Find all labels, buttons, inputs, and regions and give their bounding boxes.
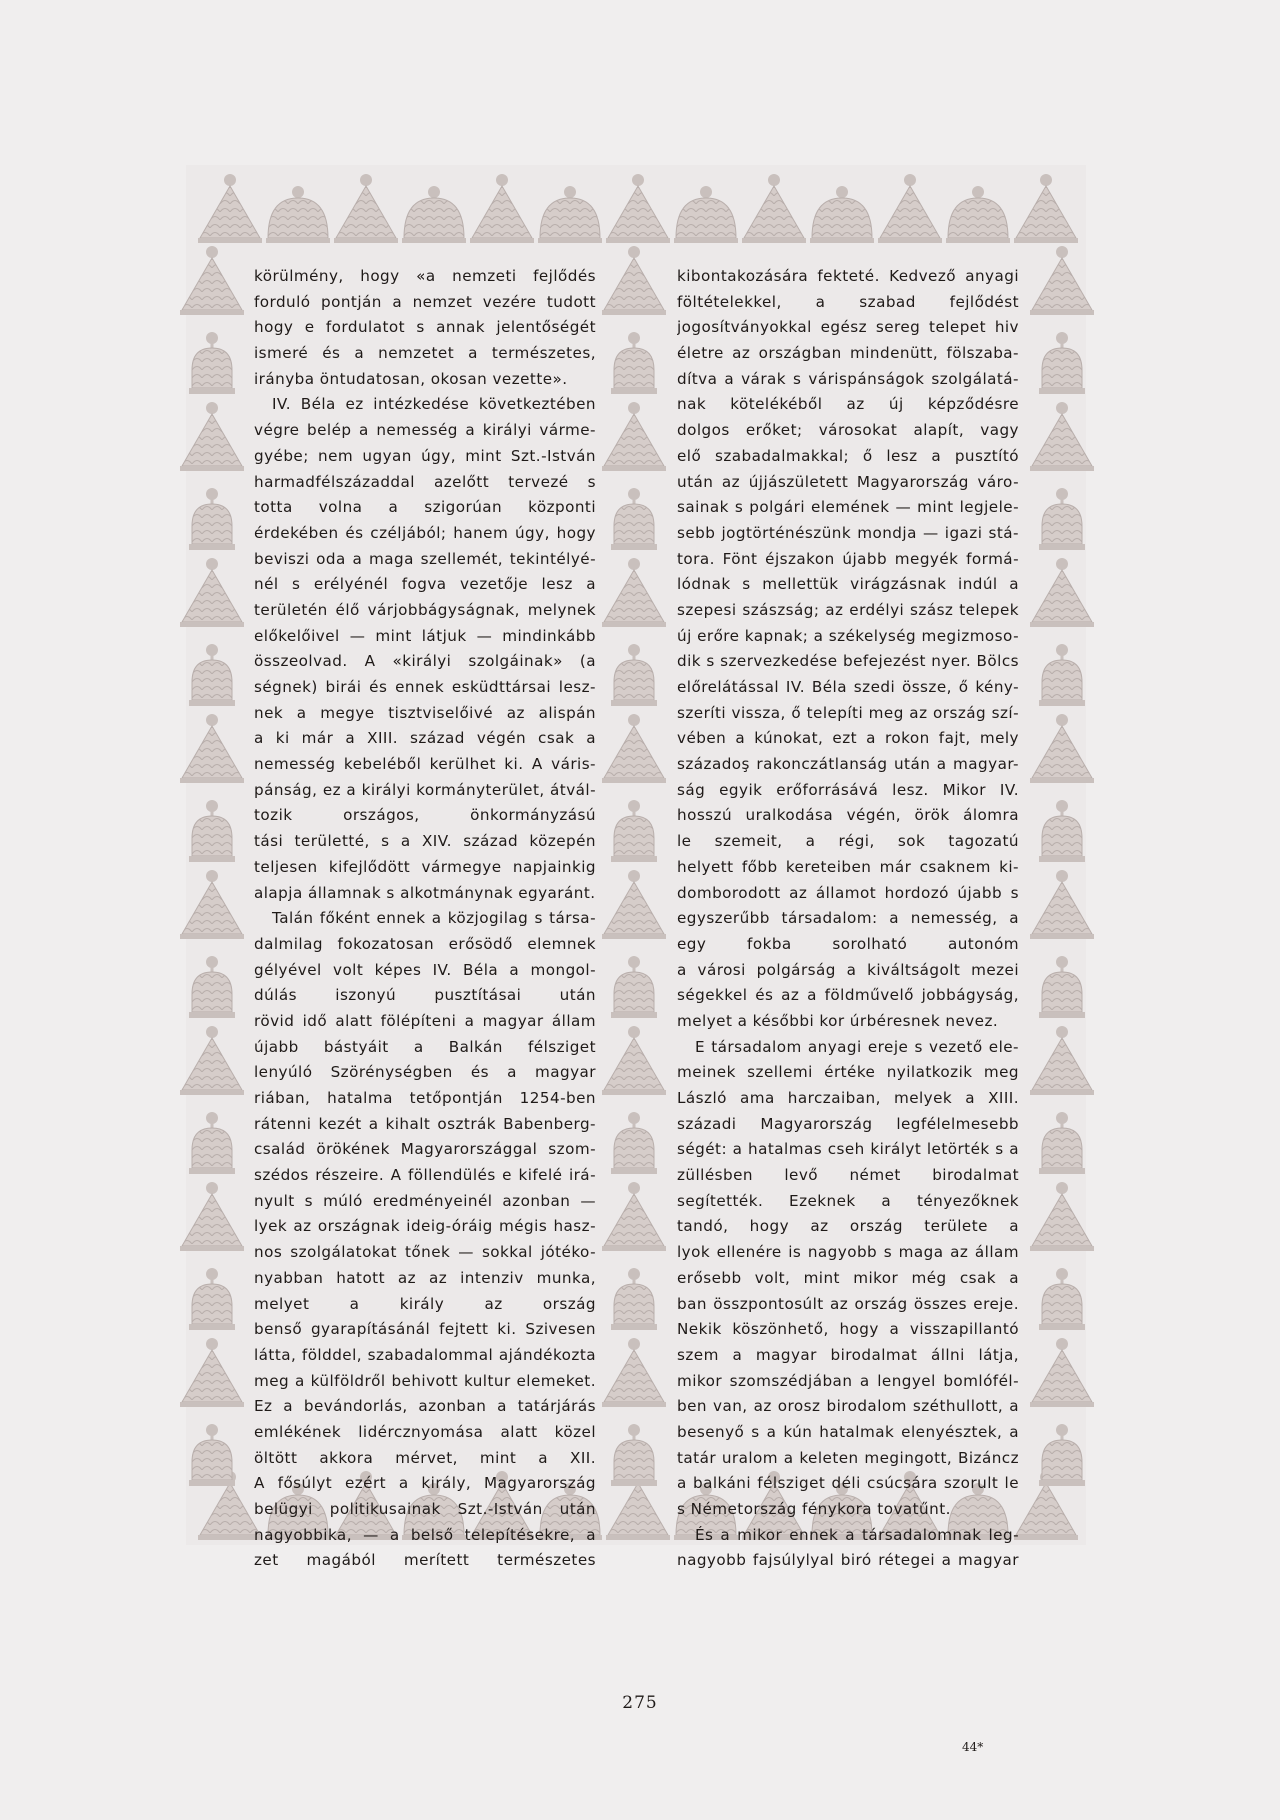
text-line: vében a kúnokat, ezt a rokon fajt, mely [677,729,1019,748]
signature-mark: 44* [962,1740,984,1754]
text-line: rátenni kezét a kihalt osztrák Babenberg- [254,1114,596,1133]
text-line: És a mikor ennek a társadalomnak leg- [695,1525,1019,1544]
text-line: föltételekkel, a szabad fejlődést [677,292,1019,311]
text-line: gélyével volt képes IV. Béla a mongol- [254,960,596,979]
text-line: körülmény, hogy «a nemzeti fejlődés [254,267,596,285]
text-line: nak kötelékéből az új képződésre [677,395,1019,414]
text-line: jogosítványokkal egész sereg telepet hiv [677,318,1019,337]
text-line: ben van, az orosz birodalom széthullott, a [677,1397,1019,1416]
text-line: Nekik köszönhető, hogy a visszapillantó [677,1320,1019,1339]
text-line: sainak s polgári elemének — mint legjele- [677,498,1019,517]
text-line: hogy e fordulatot s annak jelentőségét [254,318,596,337]
text-line: érdekében és czéljából; hanem úgy, hogy [254,523,596,542]
text-line: helyett főbb kereteiben már csaknem ki- [677,857,1019,876]
text-line: tora. Fönt éjszakon újabb megyék formá- [677,549,1019,568]
text-line: nek a megye tisztviselőivé az alispán [254,703,596,722]
text-line: szepesi szászság; az erdélyi szász telepek [677,600,1019,619]
text-line: a városi polgárság a kiváltságolt mezei [677,960,1019,979]
text-line: öltött akkora mérvet, mint a XII. [254,1448,596,1467]
text-line: életre az országban mindenütt, fölszaba- [677,344,1019,363]
text-line: szeríti vissza, ő telepíti meg az ország szí- [677,703,1019,722]
text-line: nemesség kebeléből kerülhet ki. A váris- [254,755,596,774]
text-line: zet magából merített természetes [254,1551,596,1570]
text-line: domborodott az államot hordozó újabb s [677,883,1019,902]
text-line: züllésben levő német birodalmat [677,1166,1019,1185]
text-line: ban összpontosúlt az ország összes ereje. [677,1294,1019,1313]
text-line: erősebb volt, mint mikor még csak a [677,1268,1019,1287]
text-line: századoş rakonczátlanság után a magyar- [677,755,1019,774]
text-line: pánság, ez a királyi kormányterület, átvál- [254,780,596,799]
text-line: riában, hatalma tetőpontján 1254-ben [254,1089,596,1107]
text-line: dolgos erőket; városokat alapít, vagy [677,421,1019,440]
text-line: újabb bástyáit a Balkán félsziget [254,1037,596,1056]
text-line: ségekkel és az a földművelő jobbágyság, [677,986,1019,1005]
text-line: ismeré és a nemzetet a természetes, [254,344,596,363]
text-line: ségét: a hatalmas cseh királyt letörték s a [677,1140,1019,1159]
text-line: dúlás iszonyú pusztításai után [254,986,596,1005]
text-line: lyek az országnak ideig-óráig mégis hasz- [254,1217,596,1236]
text-line: előkelőivel — mint látjuk — mindinkább [254,626,596,645]
text-line: Ez a bevándorlás, azonban a tatárjárás [254,1397,596,1416]
text-line: tási területté, s a XIV. század közepén [254,832,596,851]
text-line: s Németország fénykora tovatűnt. [677,1500,951,1518]
text-line: harmadfélszázaddal azelőtt tervezé s [254,472,596,491]
text-line: hosszú uralkodása végén, örök álomra [677,806,1019,825]
text-line: dik s szervezkedése befejezést nyer. Bölcs [677,652,1019,671]
text-line: a ki már a XIII. század végén csak a [254,729,596,748]
text-line: IV. Béla ez intézkedése következtében [272,395,596,414]
text-line: nyabban hatott az az intenziv munka, [254,1268,596,1287]
text-line: szem a magyar birodalmat állni látja, [677,1345,1019,1364]
text-line: meg a külföldről behivott kultur elemeket. [254,1371,596,1390]
text-line: lenyúló Szörénységben és a magyar [254,1063,596,1082]
text-line: nagyobb fajsúlylyal biró rétegei a magyar [677,1551,1019,1570]
text-line: benső gyarapításánál fejtett ki. Szivesen [254,1320,596,1339]
text-line: dalmilag fokozatosan erősödő elemnek [254,934,596,953]
text-line: belügyi politikusainak Szt.-István után [254,1500,596,1518]
text-line: területén élő várjobbágyságnak, melynek [254,600,596,619]
text-line: László ama harczaiban, melyek a XIII. [677,1089,1019,1107]
text-line: nél s erélyénél fogva vezetője lesz a [254,575,596,594]
text-line: rövid idő alatt fölépíteni a magyar állam [254,1011,596,1030]
text-line: ségnek) birái és ennek esküdttársai lesz- [254,678,596,696]
text-line: forduló pontján a nemzet vezére tudott [254,292,596,311]
text-line: nyult s múló eredményeinél azonban — [254,1191,596,1210]
text-line: teljesen kifejlődött vármegye napjainkig [254,857,596,876]
text-line: látta, földdel, szabadalommal ajándékozta [254,1345,596,1364]
text-line: sebb jogtörténészünk mondja — igazi stá- [677,523,1019,542]
text-line: nagyobbika, — a belső telepítésekre, a [254,1525,596,1544]
text-line: E társadalom anyagi ereje s vezető ele- [695,1037,1019,1056]
text-line: meinek szellemi értéke nyilatkozik meg [677,1063,1019,1082]
text-line: dítva a várak s várispánságok szolgálatá- [677,369,1019,388]
text-line: nos szolgálatokat tőnek — sokkal jótéko- [254,1243,596,1262]
text-line: Talán főként ennek a közjogilag s társa- [272,909,596,928]
text-line: irányba öntudatosan, okosan vezette». [254,369,568,388]
text-line: gyébe; nem ugyan úgy, mint Szt.-István [254,446,596,465]
text-line: A fősúlyt ezért a király, Magyarország [254,1474,596,1493]
text-line: tandó, hogy az ország területe a [677,1217,1019,1236]
text-line: ság egyik erőforrásává lesz. Mikor IV. [677,780,1019,799]
text-line: melyet a későbbi kor úrbéresnek nevez. [677,1011,999,1030]
text-line: besenyő s a kún hatalmak elenyésztek, a [677,1422,1019,1441]
text-line: tozik országos, önkormányzású [254,806,596,825]
page-number: 275 [622,1693,658,1713]
text-column-left [254,264,596,1574]
text-line: új erőre kapnak; a székelység megizmoso- [677,626,1019,645]
text-line: totta volna a szigorúan központi [254,498,596,517]
text-column-right [677,264,1019,1574]
text-line: lódnak s mellettük virágzásnak indúl a [677,575,1019,594]
text-line: egy fokba sorolható autonóm [677,934,1019,953]
text-line: egyszerűbb társadalom: a nemesség, a [677,909,1019,928]
text-line: mikor szomszédjában a lengyel bomlófél- [677,1371,1019,1390]
text-line: után az újjászületett Magyarország váro- [677,472,1019,491]
text-line: szédos részeire. A föllendülés e kifelé irá- [254,1166,596,1185]
text-line: lyok ellenére is nagyobb s maga az állam [677,1243,1019,1262]
text-line: beviszi oda a maga szellemét, tekintélyé- [254,549,596,568]
text-line: melyet a király az ország [254,1294,596,1313]
text-line: alapja államnak s alkotmánynak egyaránt. [254,883,596,902]
text-line: kibontakozására fekteté. Kedvező anyagi [677,267,1019,285]
text-line: emlékének lidércznyomása alatt közel [254,1422,596,1441]
text-line: tatár uralom a keleten megingott, Bizáncz [677,1448,1019,1467]
text-line: előrelátással IV. Béla szedi össze, ő kény- [677,678,1019,696]
text-line: elő szabadalmakkal; ő lesz a pusztító [677,446,1019,465]
text-line: a balkáni félsziget déli csúcsára szorult le [677,1474,1019,1493]
text-line: család örökének Magyarországgal szom- [254,1140,596,1159]
text-line: segítették. Ezeknek a tényezőknek [677,1191,1019,1210]
text-line: le szemeit, a régi, sok tagozatú [677,832,1019,851]
text-line: összeolvad. A «királyi szolgáinak» (a [254,652,596,671]
text-line: századi Magyarország legfélelmesebb [677,1114,1019,1133]
text-line: végre belép a nemesség a királyi várme- [254,421,596,440]
